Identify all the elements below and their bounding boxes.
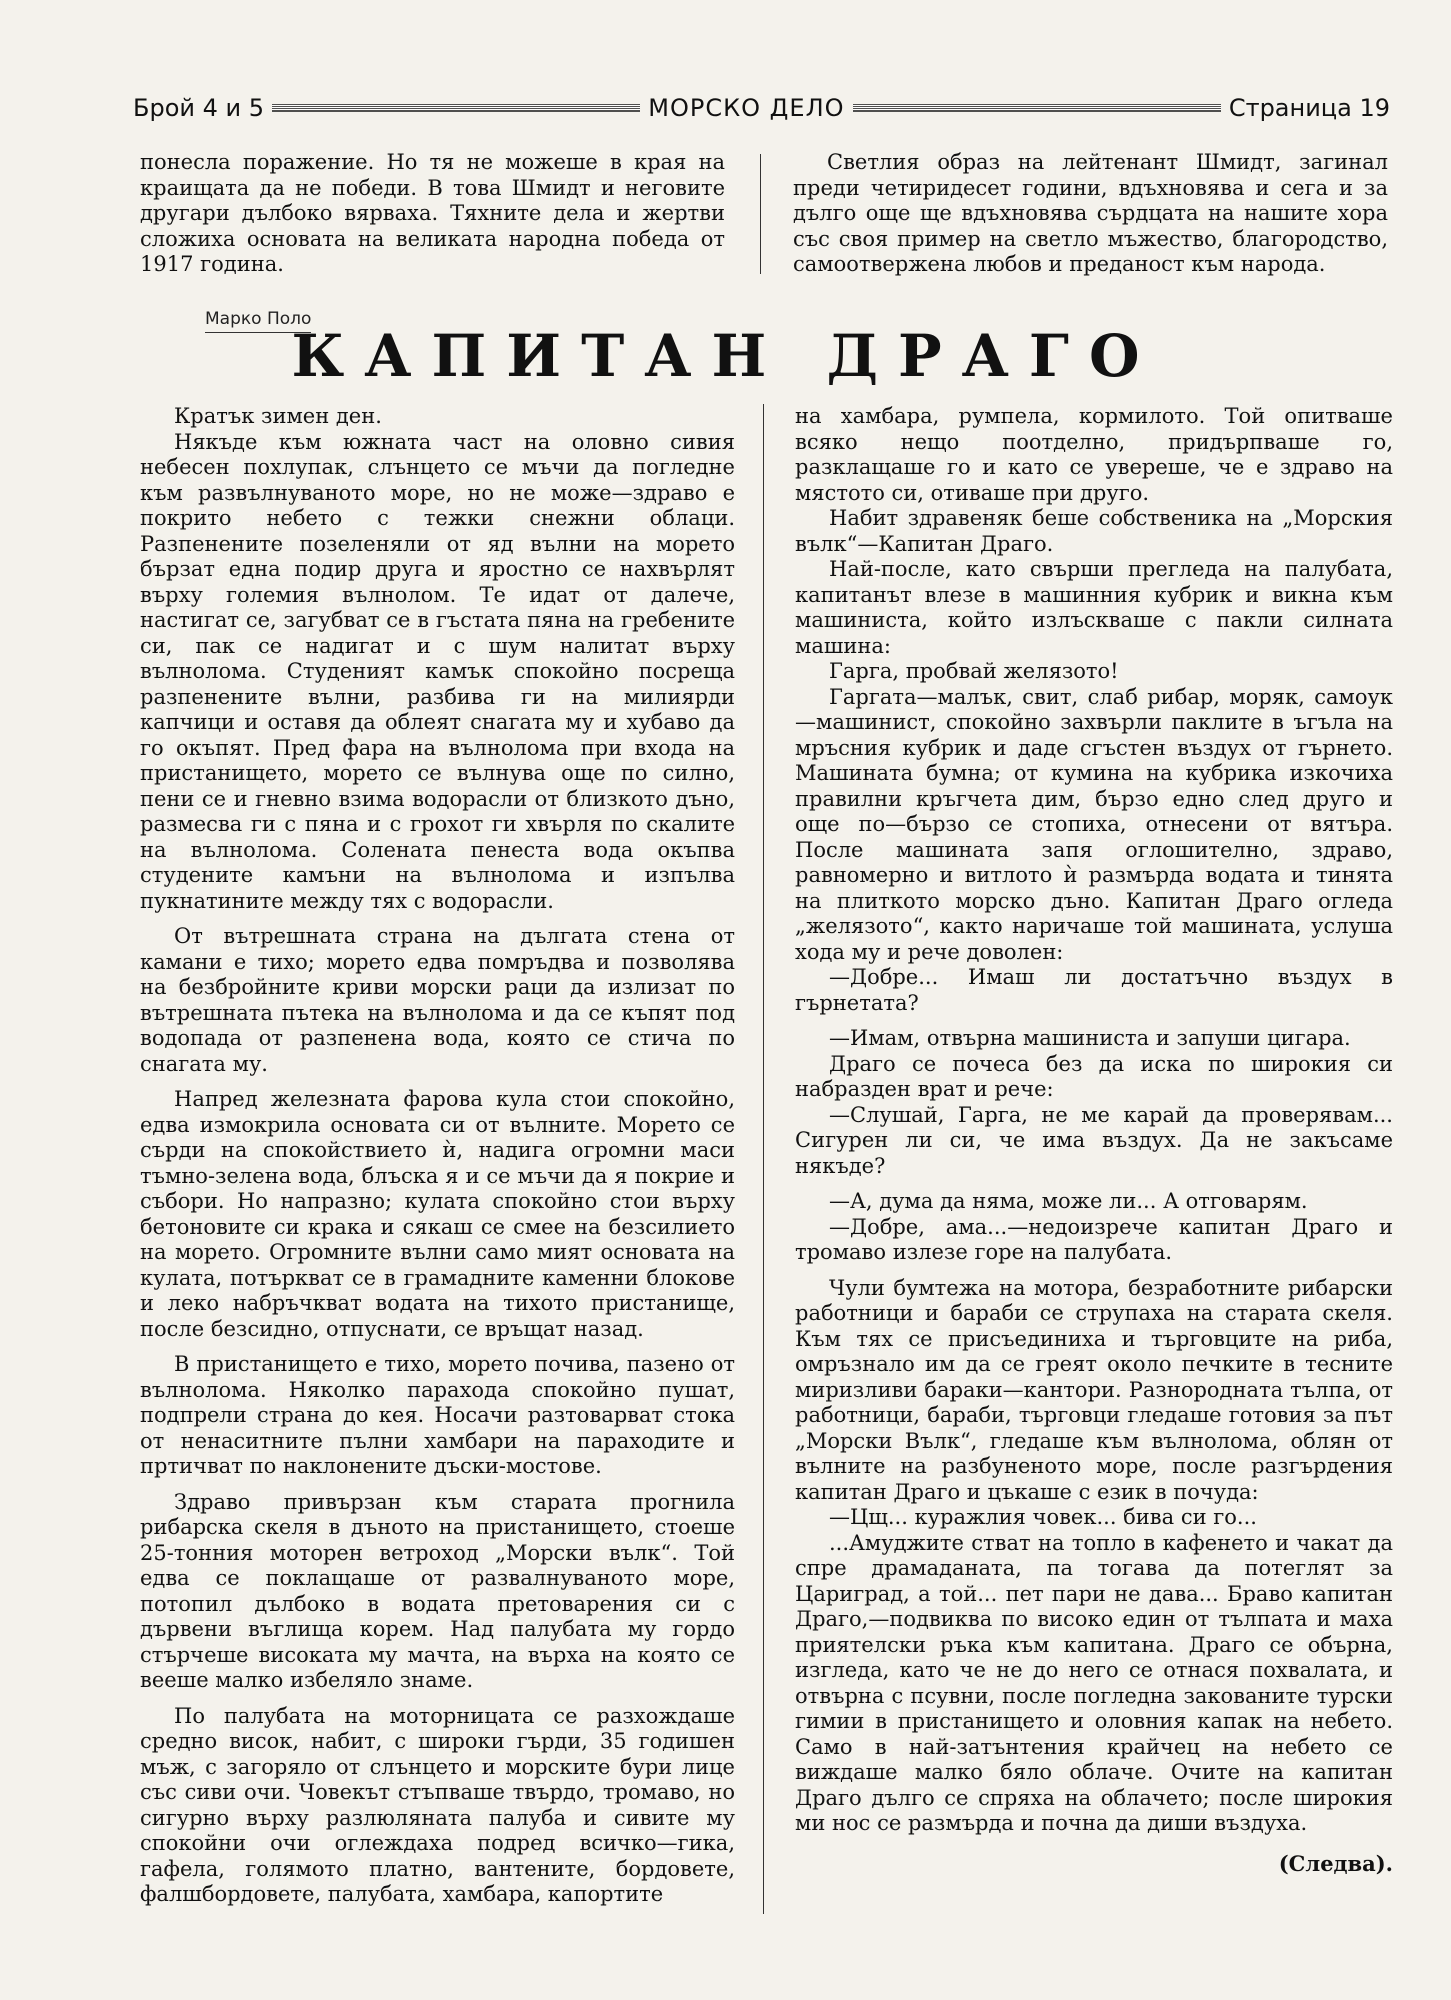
paragraph: Чули бумтежа на мотора, безработните рибарски работници и бараби се струпаха на старата скеля. Към тях се присъединиха и търговците на риба, омръзнало им да се греят около печките в тесните миризливи бараки—кантори. Разнородната тълпа, от работници, бараби, търговци гледаше готовия за път „Морски Вълк“, гледаше към вълнолома, облян от вълните на разбуненото море, после разгърдения капитан Драго и цъкаше с език в почуда: (795, 1275, 1393, 1504)
paragraph: Кратък зимен ден. (174, 404, 382, 428)
previous-article-left-column (140, 150, 725, 278)
article-title: КАПИТАН ДРАГО (291, 322, 1160, 390)
paragraph: —Слушай, Гарга, не ме карай да проверявам... Сигурен ли си, че има въздух. Да не закъсаме някъде? (795, 1102, 1393, 1178)
article-column-divider (763, 404, 764, 1914)
paragraph: Набит здравеняк беше собственика на „Морския вълк“—Капитан Драго. (795, 506, 1393, 556)
article-left-column (140, 404, 735, 1908)
paragraph: Най-после, като свърши прегледа на палубата, капитанът влезе в машинния кубрик и викна към машиниста, който излъскваше с пакли силната машина: (795, 557, 1393, 658)
previous-article-ending (140, 150, 1390, 278)
paragraph: От вътрешната страна на дългата стена от камани е тихо; морето едва помръдва и позволява на безбройните криви морски раци да излизат по вътрешната пътека на вълнолома и да се къпят под водопада от разпенена вода, която се стича по снагата му. (140, 924, 735, 1076)
paragraph: —Добре... Имаш ли достатъчно въздух в гърнетата? (795, 965, 1393, 1015)
header-rule-left (272, 104, 640, 112)
issue-number: Брой 4 и 5 (133, 94, 265, 122)
paragraph: Гаргата—малък, свит, слаб рибар, моряк, самоук—машинист, спокойно захвърли паклите в ъгъла на мръсния кубрик и даде сгъстен въздух от гърнето. Машината бумна; от кумина на кубрика изкочиха правилни кръгчета дим, бързо едно след друго и още по—бързо се стопиха, отнесени от вятъра. После машината запя оглошително, здраво, равномерно и витлото ѝ размърда водата и тинята на плиткото морско дъно. Капитан Драго огледа „желязото“, както наричаше той машината, услуша хода му и рече доволен: (795, 684, 1393, 964)
header-rule-right (853, 104, 1221, 112)
paragraph: Гарга, пробвай желязото! (829, 659, 1119, 683)
paragraph: В пристанището е тихо, морето почива, пазено от вълнолома. Няколко парахода спокойно пушат, подпрели страна до кея. Носачи разтоварват стока от ненаситните пълни хамбари на параходите и пртичват по наклонените дъски-мостове. (140, 1352, 735, 1478)
page-header (133, 88, 1390, 128)
paragraph: Здраво привързан към старата прогнила рибарска скеля в дъното на пристанището, стоеше 25-тонния моторен ветроход „Морски вълк“. Той едва се поклащаше от развалнуваното море, потопил дълбоко в водата претоварения си с дървени въглища корем. Над палубата му гордо стърчеше високата му мачта, на върха на която се вееше малко избеляло знаме. (140, 1489, 735, 1692)
paragraph: ...Амуджите стват на топло в кафенето и чакат да спре драмаданата, па тогава да потеглят за Цариград, а той... пет пари не дава... Браво капитан Драго,—подвиква по високо един от тълпата и маха приятелски ръка към капитана. Драго се обърна, изгледа, като че не до него се отнася похвалата, и отвърна с псувни, после погледна закованите турски гимии в пристанището и оловния капак на небето. Само в най-затънтения крайчец на небето се виждаше малко бяло облаче. Очите на капитан Драго дълго се спряха на облачето; после широкия ми нос се размърда и почна да диши въздуха. (795, 1530, 1393, 1835)
paragraph: По палубата на моторницата се разхождаше средно висок, набит, с широки гърди, 35 годишен мъж, с загоряло от слънцето и морските бури лице със сиви очи. Човекът стъпваше твърдо, тромаво, но сигурно върху разлюляната палуба и сивите му спокойни очи оглеждаха подред всичко—гика, гафела, голямото платно, вантените, бордовете, фалшбордовете, палубата, хамбара, капортите (140, 1703, 735, 1906)
article-right-column (795, 404, 1393, 1876)
previous-article-left-text: понесла поражение. Но тя не можеше в края на краищата да не победи. В това Шмидт и неговите другари дълбоко вярваха. Тяхните дела и жертви сложиха основата на великата народна победа от 1917 година. (140, 150, 725, 276)
page-number: Страница 19 (1228, 94, 1391, 122)
paragraph: на хамбара, румпела, кормилото. Той опитваше всяко нещо поотделно, придърпваше го, разклащаше го и като се увереше, че е здраво на мястото си, отиваше при друго. (795, 404, 1393, 505)
previous-article-right-text: Светлия образ на лейтенант Шмидт, загинал преди четиридесет години, вдъхновява и сега и за дълго още ще вдъхновява сърдцата на нашите хора със своя пример на светло мъжество, благородство, самоотвержена любов и преданост към народа. (793, 150, 1388, 276)
paragraph: Драго се почеса без да иска по широкия си набразден врат и рече: (795, 1051, 1393, 1101)
paragraph: —Цщ... куражлия човек... бива си го... (829, 1505, 1257, 1529)
to-be-continued-note: (Следва). (1278, 1850, 1393, 1876)
previous-article-right-column (793, 150, 1388, 278)
paragraph: —Имам, отвърна машиниста и запуши цигара. (829, 1026, 1351, 1050)
paragraph: Някъде към южната част на оловно сивия небесен похлупак, слънцето се мъчи да погледне към развълнуваното море, но не може—здраво е покрито небето с тежки снежни облаци. Разпенените позеленяли от яд вълни на морето бързат една подир друга и яростно се нахвърлят върху големия вълнолом. Те идат от далече, настигат се, загубват се в гъстата пяна на гребените си, пак се надигат и с шум налитат върху вълнолома. Студеният камък спокойно посреща разпенените вълни, разбива ги на милиярди капчици и оставя да облеят снагата му и хубаво да го окъпят. Пред фара на вълнолома при входа на пристанището, морето се вълнува още по силно, пени се и гневно взима водорасли от близкото дъно, размесва ги с пяна и с грохот ги хвърля по скалите на вълнолома. Солената пенеста вода окъпва студените камъни на вълнолома и изпълва пукнатините между тях с водорасли. (140, 429, 735, 913)
top-column-divider (760, 154, 761, 274)
paragraph: Напред железната фарова кула стои спокойно, едва измокрила основата си от вълните. Морето се сърди на спокойствието ѝ, надига огромни маси тъмно-зелена вода, блъска я и се мъчи да я покрие и събори. Но напразно; кулата спокойно стои върху бетоновите си крака и сякаш се смее на безсилието на морето. Огромните вълни само мият основата на кулата, потъркват се в грамадните каменни блокове и леко набръчкват водата на тихото пристанище, после безсидно, отпуснати, се връщат назад. (140, 1087, 735, 1341)
magazine-title: МОРСКО ДЕЛО (648, 94, 845, 122)
paragraph: —А, дума да няма, може ли... А отговарям. (829, 1189, 1308, 1213)
article-author: Марко Поло (205, 309, 311, 333)
paragraph: —Добре, ама...—недоизрече капитан Драго и тромаво излезе горе на палубата. (795, 1214, 1393, 1264)
